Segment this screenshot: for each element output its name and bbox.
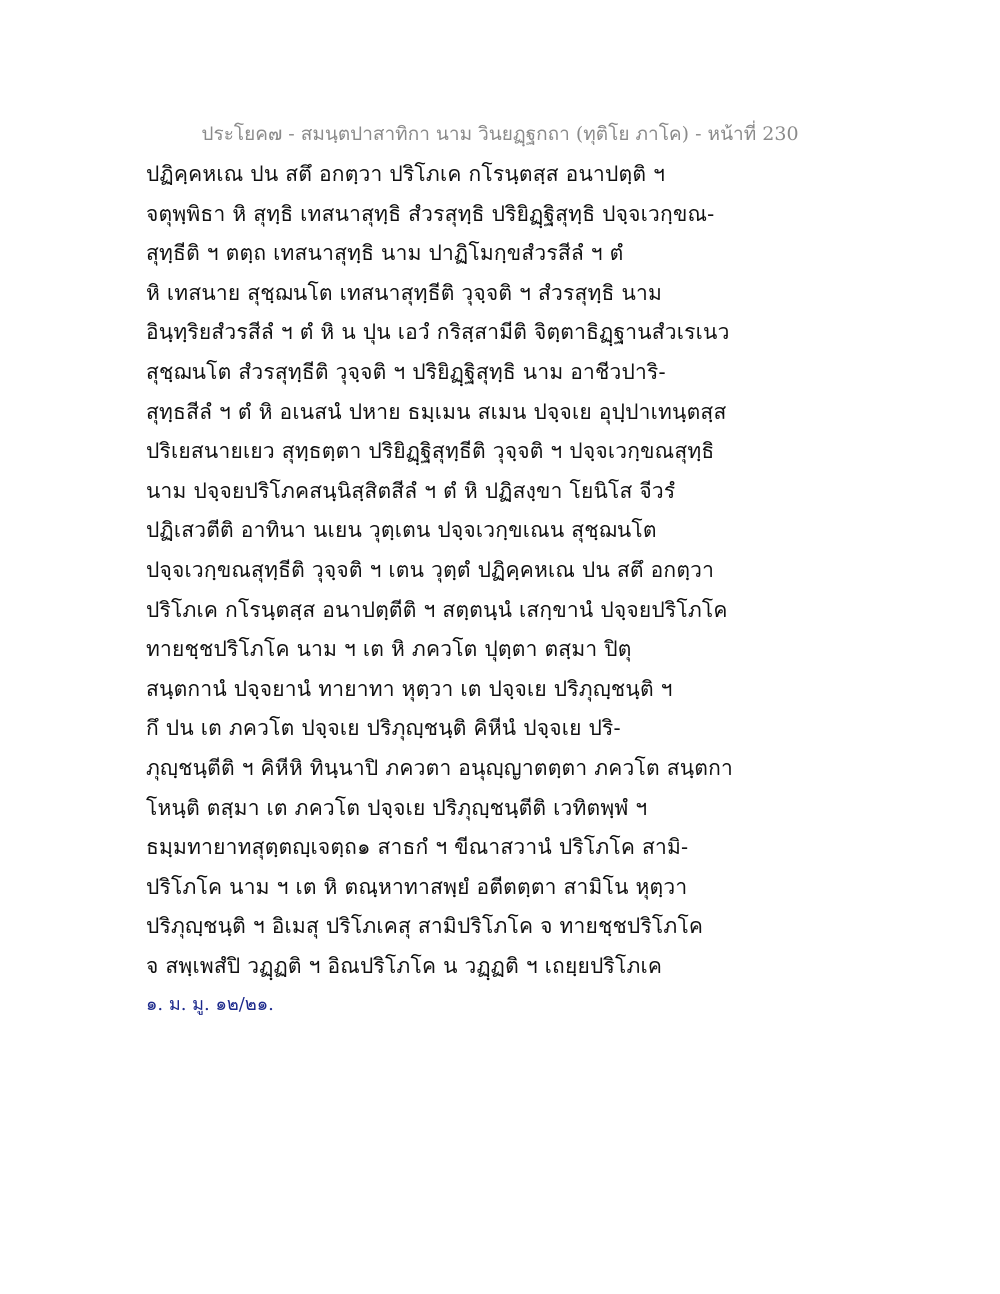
footnote: ๑. ม. มู. ๑๒/๒๑. (146, 994, 274, 1015)
text-line: อินฺทฺริยสํวรสีลํ ฯ ตํ หิ น ปุน เอวํ กริสฺสามีติ จิตฺตาธิฏฺฐานสํวเรเนว (146, 320, 730, 345)
text-line: สุชฺฌนโต สํวรสุทฺธีติ วุจฺจติ ฯ ปริยิฏฺฐิสุทฺธิ นาม อาชีวปาริ- (146, 359, 666, 384)
page-header: ประโยค๗ - สมนฺตปาสาทิกา นาม วินยฏฺฐกถา (ทุติโย ภาโค) - หน้าที่ 230 (201, 123, 799, 145)
text-line: ปฏิเสวตีติ อาทินา นเยน วุตฺเตน ปจฺจเวกฺขเณน สุชฺฌนโต (146, 518, 657, 543)
text-line: ปริเยสนายเยว สุทฺธตฺตา ปริยิฏฺฐิสุทฺธีติ วุจฺจติ ฯ ปจฺจเวกฺขณสุทฺธิ (146, 439, 715, 464)
text-line: ปฏิคฺคหเณ ปน สตึ อกตฺวา ปริโภเค กโรนฺตสฺส อนาปตฺติ ฯ (146, 162, 666, 186)
body-text (146, 155, 846, 986)
text-line: นาม ปจฺจยปริโภคสนฺนิสฺสิตสีลํ ฯ ตํ หิ ปฏิสงฺขา โยนิโส จีวรํ (146, 478, 676, 503)
text-line: สุทฺธีติ ฯ ตตฺถ เทสนาสุทฺธิ นาม ปาฏิโมกฺขสํวรสีลํ ฯ ตํ (146, 241, 624, 266)
text-line: หิ เทสนาย สุชฺฌนโต เทสนาสุทฺธีติ วุจฺจติ ฯ สํวรสุทฺธิ นาม (146, 280, 663, 305)
text-line: จตุพฺพิธา หิ สุทฺธิ เทสนาสุทฺธิ สํวรสุทฺธิ ปริยิฏฺฐิสุทฺธิ ปจฺจเวกฺขณ- (146, 201, 715, 226)
text-line: ปริโภโค นาม ฯ เต หิ ตณฺหาทาสพฺยํ อตีตตฺตา สามิโน หุตฺวา (146, 874, 688, 899)
text-line: ปริภุญฺชนฺติ ฯ อิเมสุ ปริโภเคสุ สามิปริโภโค จ ทายชฺชปริโภโค (146, 914, 704, 939)
text-line: โหนฺติ ตสฺมา เต ภควโต ปจฺจเย ปริภุญฺชนฺตีติ เวทิตพฺพํ ฯ (146, 795, 648, 820)
text-line: กึ ปน เต ภควโต ปจฺจเย ปริภุญฺชนฺติ คิหีนํ ปจฺจเย ปริ- (146, 716, 621, 741)
text-line: ธมฺมทายาทสุตฺตญฺเจตฺถ๑ สาธกํ ฯ ขีณาสวานํ ปริโภโค สามิ- (146, 835, 689, 860)
text-line: สนฺตกานํ ปจฺจยานํ ทายาทา หุตฺวา เต ปจฺจเย ปริภุญฺชนฺติ ฯ (146, 676, 673, 701)
text-line: ปริโภเค กโรนฺตสฺส อนาปตฺตีติ ฯ สตฺตนฺนํ เสกฺขานํ ปจฺจยปริโภโค (146, 597, 728, 622)
text-line: สุทฺธสีลํ ฯ ตํ หิ อเนสนํ ปหาย ธมฺเมน สเมน ปจฺจเย อุปฺปาเทนฺตสฺส (146, 399, 727, 424)
text-line: ปจฺจเวกฺขณสุทฺธีติ วุจฺจติ ฯ เตน วุตฺตํ ปฏิคฺคหเณ ปน สตึ อกตฺวา (146, 557, 715, 582)
text-line: ทายชฺชปริโภโค นาม ฯ เต หิ ภควโต ปุตฺตา ตสฺมา ปิตุ (146, 637, 632, 662)
text-line: จ สพฺเพสํปิ วฏฺฏติ ฯ อิณปริโภโค น วฏฺฏติ ฯ เถยฺยปริโภเค (146, 953, 663, 978)
text-line: ภุญฺชนฺตีติ ฯ คิหีหิ ทินฺนาปิ ภควตา อนุญฺญาตตฺตา ภควโต สนฺตกา (146, 755, 734, 780)
